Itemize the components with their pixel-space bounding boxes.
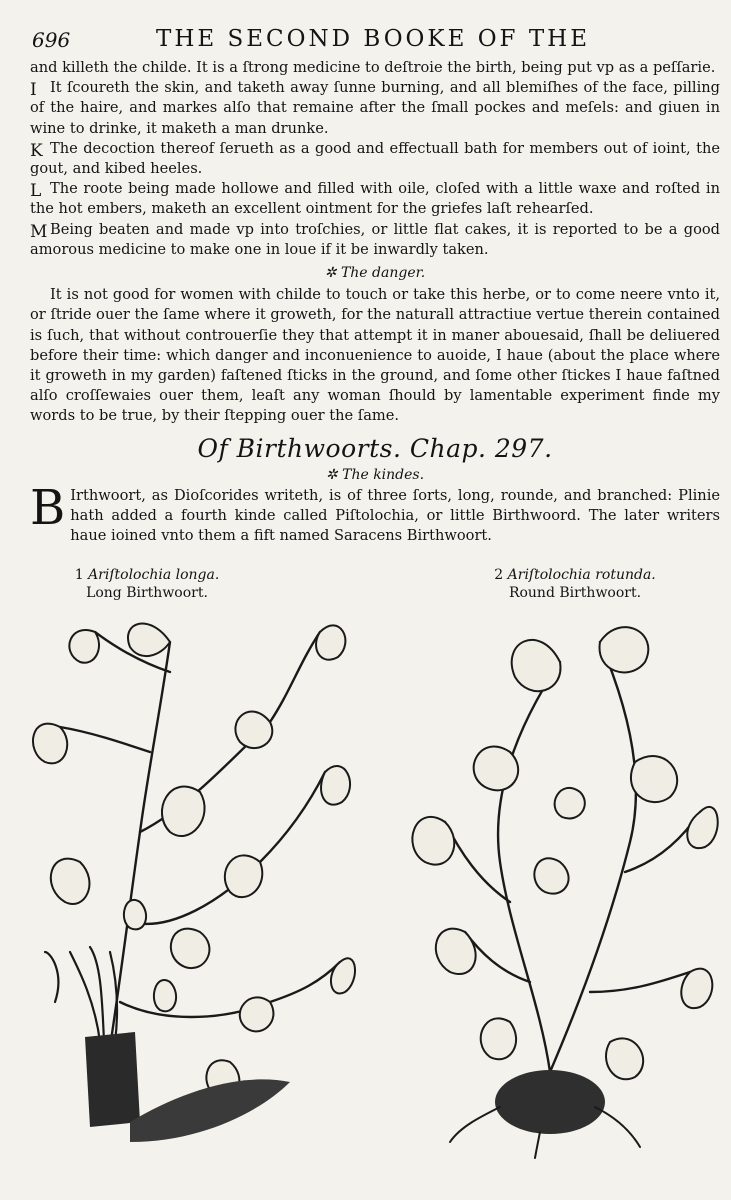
figure-2-latin-line — [480, 566, 670, 584]
margin-letter-l: L — [30, 181, 42, 202]
figure-2-caption — [480, 566, 670, 602]
danger-paragraph: It is not good for women with childe to touch or take this herbe, or to come neere vnto it, or ſtride ouer the ſame where it groweth, for the naturall attractiue vertue therein contained is ſuch, that without controuerſie they that attempt it in maner abouesaid, ſhall be deliuered before their time: which danger and inconuenience to auoide, I haue (about the place where it groweth in my garden) faſtened ſticks in the ground, and ſome other ſtickes I haue faſtned alſo croſſewaies ouer them, leaſt any woman ſhould by lamentable experiment finde my words to be true, by their ſtepping ouer the ſame. — [30, 286, 720, 425]
kinds-heading: ✲ The kindes. — [325, 466, 425, 483]
main-text — [30, 58, 720, 547]
figure-2-latin: Ariſtolochia rotunda. — [507, 567, 656, 583]
item-l-paragraph — [30, 179, 720, 219]
long-birthwoort-woodcut — [20, 602, 360, 1162]
item-m-paragraph — [30, 220, 720, 260]
page-header — [28, 26, 707, 54]
item-m-text: Being beaten and made vp into troſchies, or little flat cakes, it is reported to be a good amorous medicine to make one in loue if it be inwardly taken. — [30, 220, 720, 258]
margin-letter-k: K — [30, 140, 43, 161]
margin-letter-m: M — [30, 221, 48, 242]
item-k-paragraph — [30, 139, 720, 179]
drop-cap: B — [30, 480, 66, 537]
margin-letter-i: I — [30, 80, 37, 101]
figure-1-caption — [62, 566, 232, 602]
running-head: THE SECOND BOOKE OF THE — [156, 26, 591, 52]
item-i-paragraph — [30, 78, 720, 139]
chapter-heading: Of Birthwoorts. Chap. 297. — [197, 433, 553, 463]
item-l-text: The roote being made hollowe and filled with oile, cloſed with a little waxe and roſted in the hot embers, maketh an excellent ointment for the griefes laſt rehearſed. — [30, 180, 720, 218]
kinds-text: Irthwoort, as Dioſcorides writeth, is of three ſorts, long, rounde, and branched: Plinie hath added a fourth kinde called Piſtolochia, or little Birthwoord. The later writers haue ioined vnto them a fift named Saracens Birthwoort. — [70, 487, 720, 545]
figure-2-number: 2 — [494, 567, 504, 583]
figure-1-latin-line — [62, 566, 232, 584]
danger-heading: ✲ The danger. — [324, 265, 426, 282]
continuation-paragraph: and killeth the childe. It is a ſtrong medicine to deſtroie the birth, being put vp as a peſſarie. — [30, 59, 716, 76]
figure-1-english: Long Birthwoort. — [86, 585, 208, 601]
round-birthwoort-woodcut — [390, 602, 720, 1162]
item-k-text: The decoction thereof ſerueth as a good and effectuall bath for members out of ioint, the gout, and kibed heeles. — [30, 139, 720, 178]
figure-1-latin: Ariſtolochia longa. — [88, 567, 220, 583]
kinds-paragraph — [30, 480, 720, 547]
item-i-text: It ſcoureth the skin, and taketh away ſunne burning, and all blemiſhes of the face, pilling of the haire, and markes alſo that remaine after the ſmall pockes and meſels: and giuen in wine to drinke, it maketh a man drunke. — [30, 79, 720, 137]
figure-1-number: 1 — [74, 567, 84, 583]
figure-2-english: Round Birthwoort. — [508, 585, 642, 601]
page-number: 696 — [32, 28, 71, 52]
